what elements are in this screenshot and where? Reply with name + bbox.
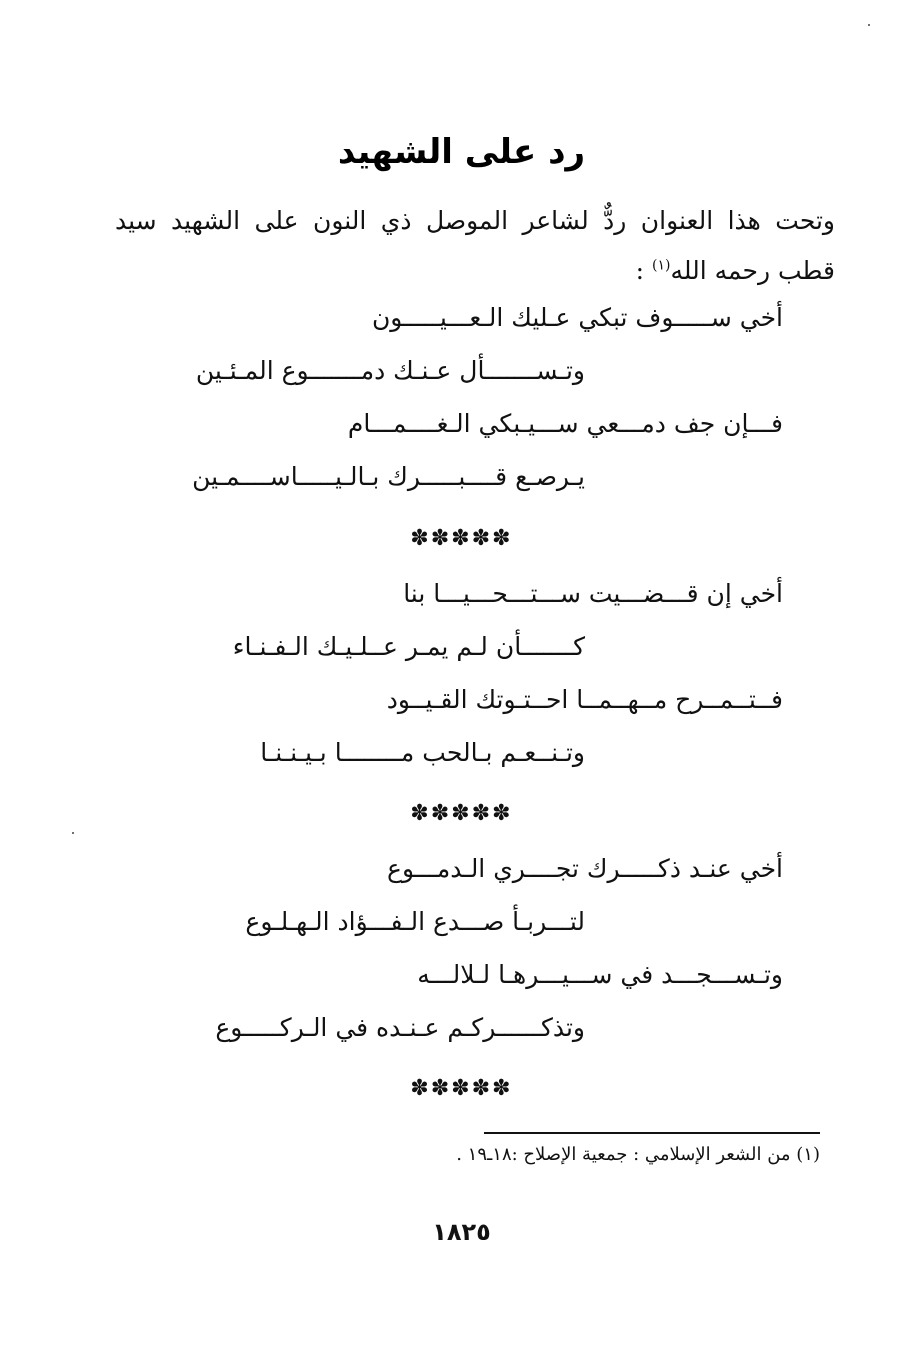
verse-line: أخي عنـد ذكـــــرك تجــــري الـدمـــوع (387, 854, 783, 883)
footnote: (١) من الشعر الإسلامي : جمعية الإصلاح :١٨ـ١٩ . (456, 1144, 820, 1165)
stanza-separator: ✽✽✽✽✽ (410, 526, 513, 551)
verse-line: وتـســـجـــد في ســـيـــرهـا لـلالـــه (417, 960, 783, 989)
intro-tail: : (635, 256, 652, 285)
verse-line: كـــــــأن لـم يمـر عــلـيـك الـفـنـاء (232, 632, 585, 661)
stanza-2 (143, 567, 783, 779)
footnote-reference: (١) (652, 257, 671, 274)
verse-line: وتـنــعـم بـالحب مــــــــا بـيـنـنـا (260, 738, 585, 767)
page-number: ١٨٢٥ (432, 1218, 491, 1246)
stanza-separator: ✽✽✽✽✽ (410, 1076, 513, 1101)
stanza-3 (143, 842, 783, 1054)
intro-paragraph (115, 196, 835, 296)
page-title: رد على الشهيد (337, 132, 586, 172)
intro-text: وتحت هذا العنوان ردٌّ لشاعر الموصل ذي النون على الشهيد سيد قطب رحمه الله (115, 206, 835, 285)
verse-line: فــتــمــرح مــهــمــا احــتـوتك القـيــود (386, 685, 783, 714)
verse-line: لتـــربـأ صـــدع الـفـــؤاد الـهـلـوع (245, 907, 585, 936)
verse-line: يـرصـع قــــبـــــرك بـالـيـــــاســــمـين (192, 462, 585, 491)
verse-line: أخي إن قـــضـــيت ســـتـــحـــيـــا بنا (403, 579, 783, 608)
verse-line: فـــإن جف دمـــعي ســـيـبكي الـغــــمـــام (347, 409, 783, 438)
verse-line: أخي ســـــوف تبكي عـليك الـعـــيـــــون (371, 303, 783, 332)
scan-speck (72, 832, 74, 834)
stanza-1 (143, 291, 783, 503)
footnote-divider (484, 1132, 820, 1134)
stanza-separator: ✽✽✽✽✽ (410, 801, 513, 826)
verse-line: وتذكــــــركـم عـنـده في الـركـــــوع (215, 1013, 585, 1042)
verse-line: وتـســـــــأل عـنـك دمـــــــوع المـئـين (195, 356, 585, 385)
scan-speck (868, 24, 870, 26)
